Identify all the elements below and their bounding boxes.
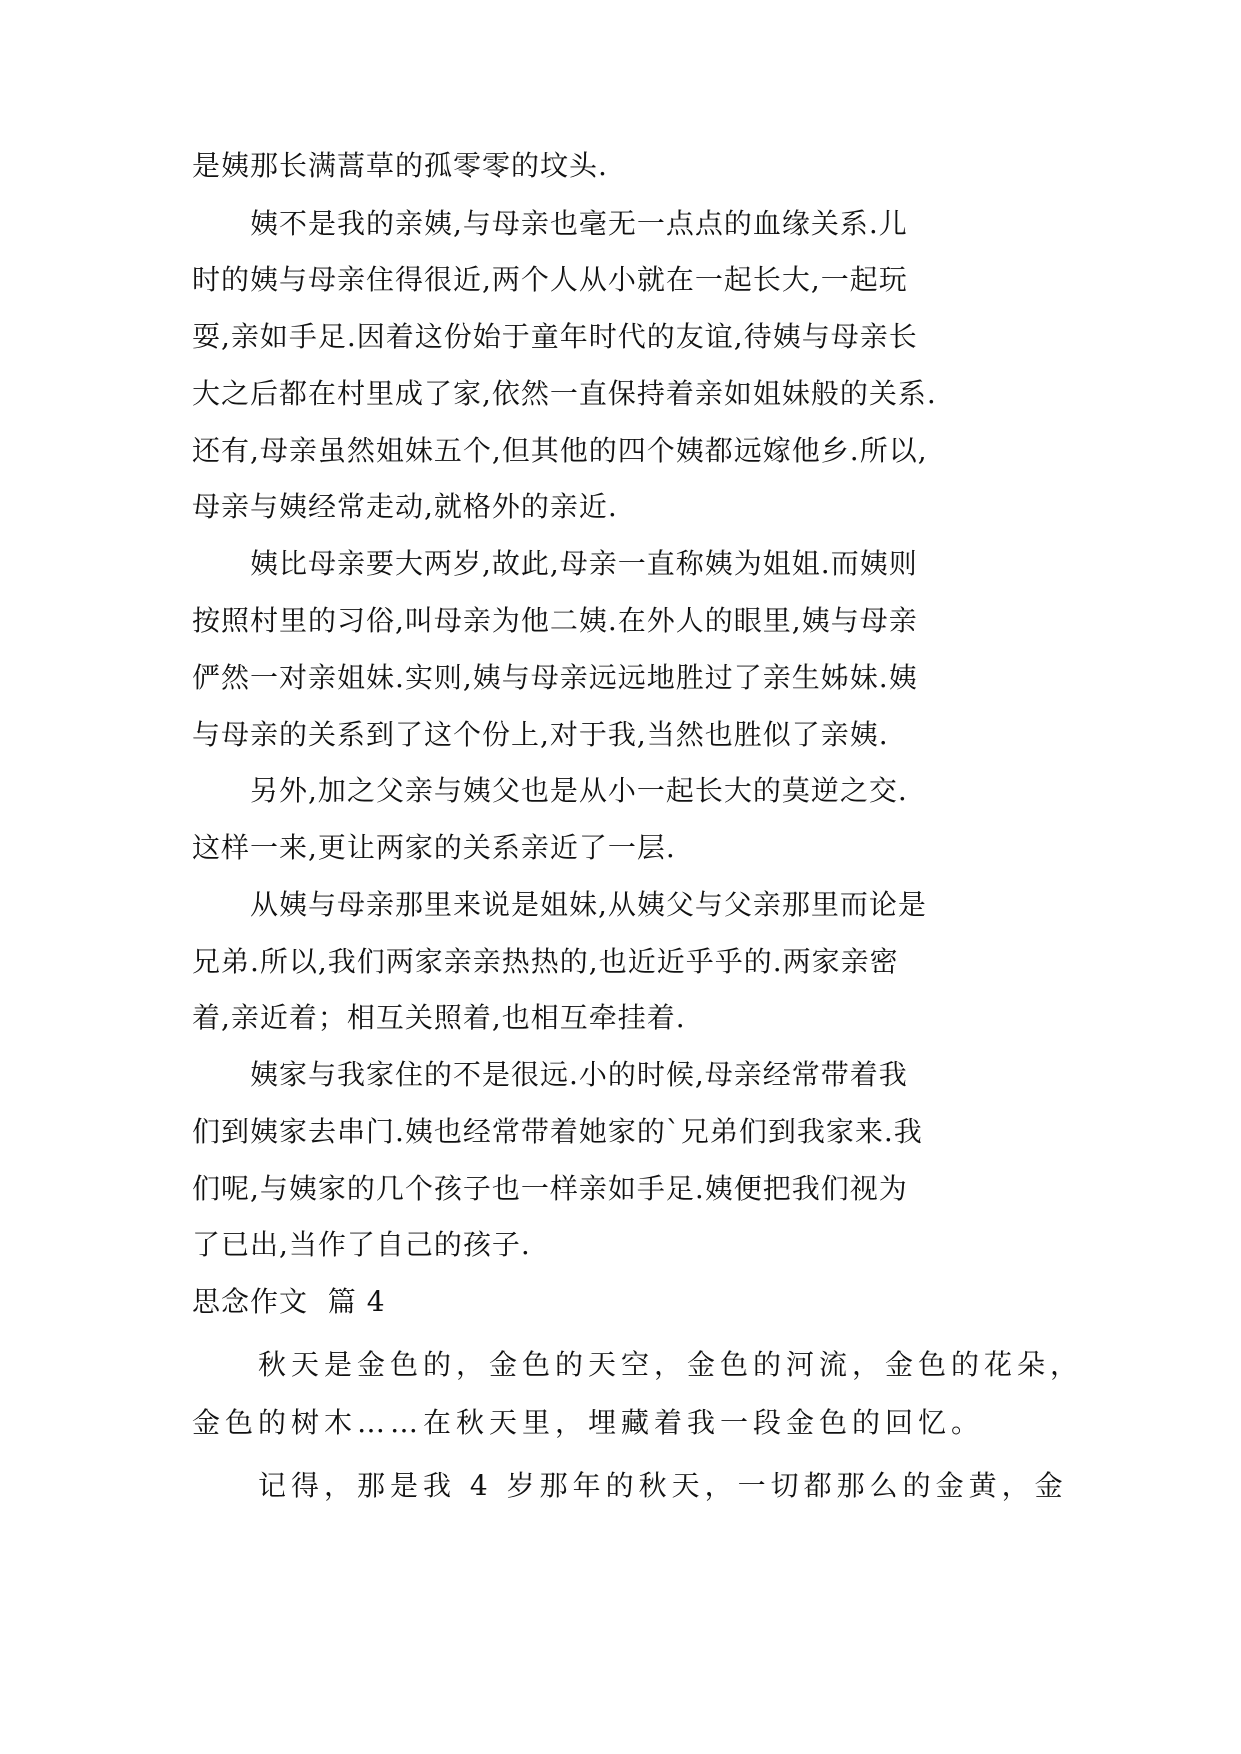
text-line: 姨家与我家住的不是很远.小的时候,母亲经常带着我: [192, 1058, 908, 1091]
text-line: 还有,母亲虽然姐妹五个,但其他的四个姨都远嫁他乡.所以,: [192, 434, 928, 467]
text-line: 另外,加之父亲与姨父也是从小一起长大的莫逆之交.: [192, 774, 908, 807]
text-line: 时的姨与母亲住得很近,两个人从小就在一起长大,一起玩: [192, 263, 908, 296]
text-line: 们到姨家去串门.姨也经常带着她家的`兄弟们到我家来.我: [192, 1115, 923, 1148]
text-line: 母亲与姨经常走动,就格外的亲近.: [192, 490, 618, 523]
text-line: 金色的树木……在秋天里，埋藏着我一段金色的回忆。: [192, 1406, 985, 1439]
text-line: 姨比母亲要大两岁,故此,母亲一直称姨为姐姐.而姨则: [192, 547, 918, 580]
text-line: 俨然一对亲姐妹.实则,姨与母亲远远地胜过了亲生姊妹.姨: [192, 661, 918, 694]
text-line: 了已出,当作了自己的孩子.: [192, 1228, 531, 1261]
text-line: 着,亲近着；相互关照着,也相互牵挂着.: [192, 1001, 686, 1034]
text-line: 们呢,与姨家的几个孩子也一样亲如手足.姨便把我们视为: [192, 1172, 908, 1205]
text-line: 大之后都在村里成了家,依然一直保持着亲如姐妹般的关系.: [192, 377, 937, 410]
text-line: 按照村里的习俗,叫母亲为他二姨.在外人的眼里,姨与母亲: [192, 604, 918, 637]
text-line: 是姨那长满蒿草的孤零零的坟头.: [192, 149, 608, 182]
text-line: 与母亲的关系到了这个份上,对于我,当然也胜似了亲姨.: [192, 718, 889, 751]
text-line: 耍,亲如手足.因着这份始于童年时代的友谊,待姨与母亲长: [192, 320, 918, 353]
text-line: 秋天是金色的，金色的天空，金色的河流，金色的花朵，: [192, 1348, 1084, 1381]
text-line: 姨不是我的亲姨,与母亲也毫无一点点的血缘关系.儿: [192, 207, 908, 240]
text-line: 这样一来,更让两家的关系亲近了一层.: [192, 831, 676, 864]
text-line: 记得，那是我 4 岁那年的秋天，一切都那么的金黄，金: [192, 1469, 1068, 1502]
section-heading: 思念作文 篇 4: [192, 1285, 386, 1318]
text-line: 从姨与母亲那里来说是姐妹,从姨父与父亲那里而论是: [192, 888, 927, 921]
text-line: 兄弟.所以,我们两家亲亲热热的,也近近乎乎的.两家亲密: [192, 945, 899, 978]
